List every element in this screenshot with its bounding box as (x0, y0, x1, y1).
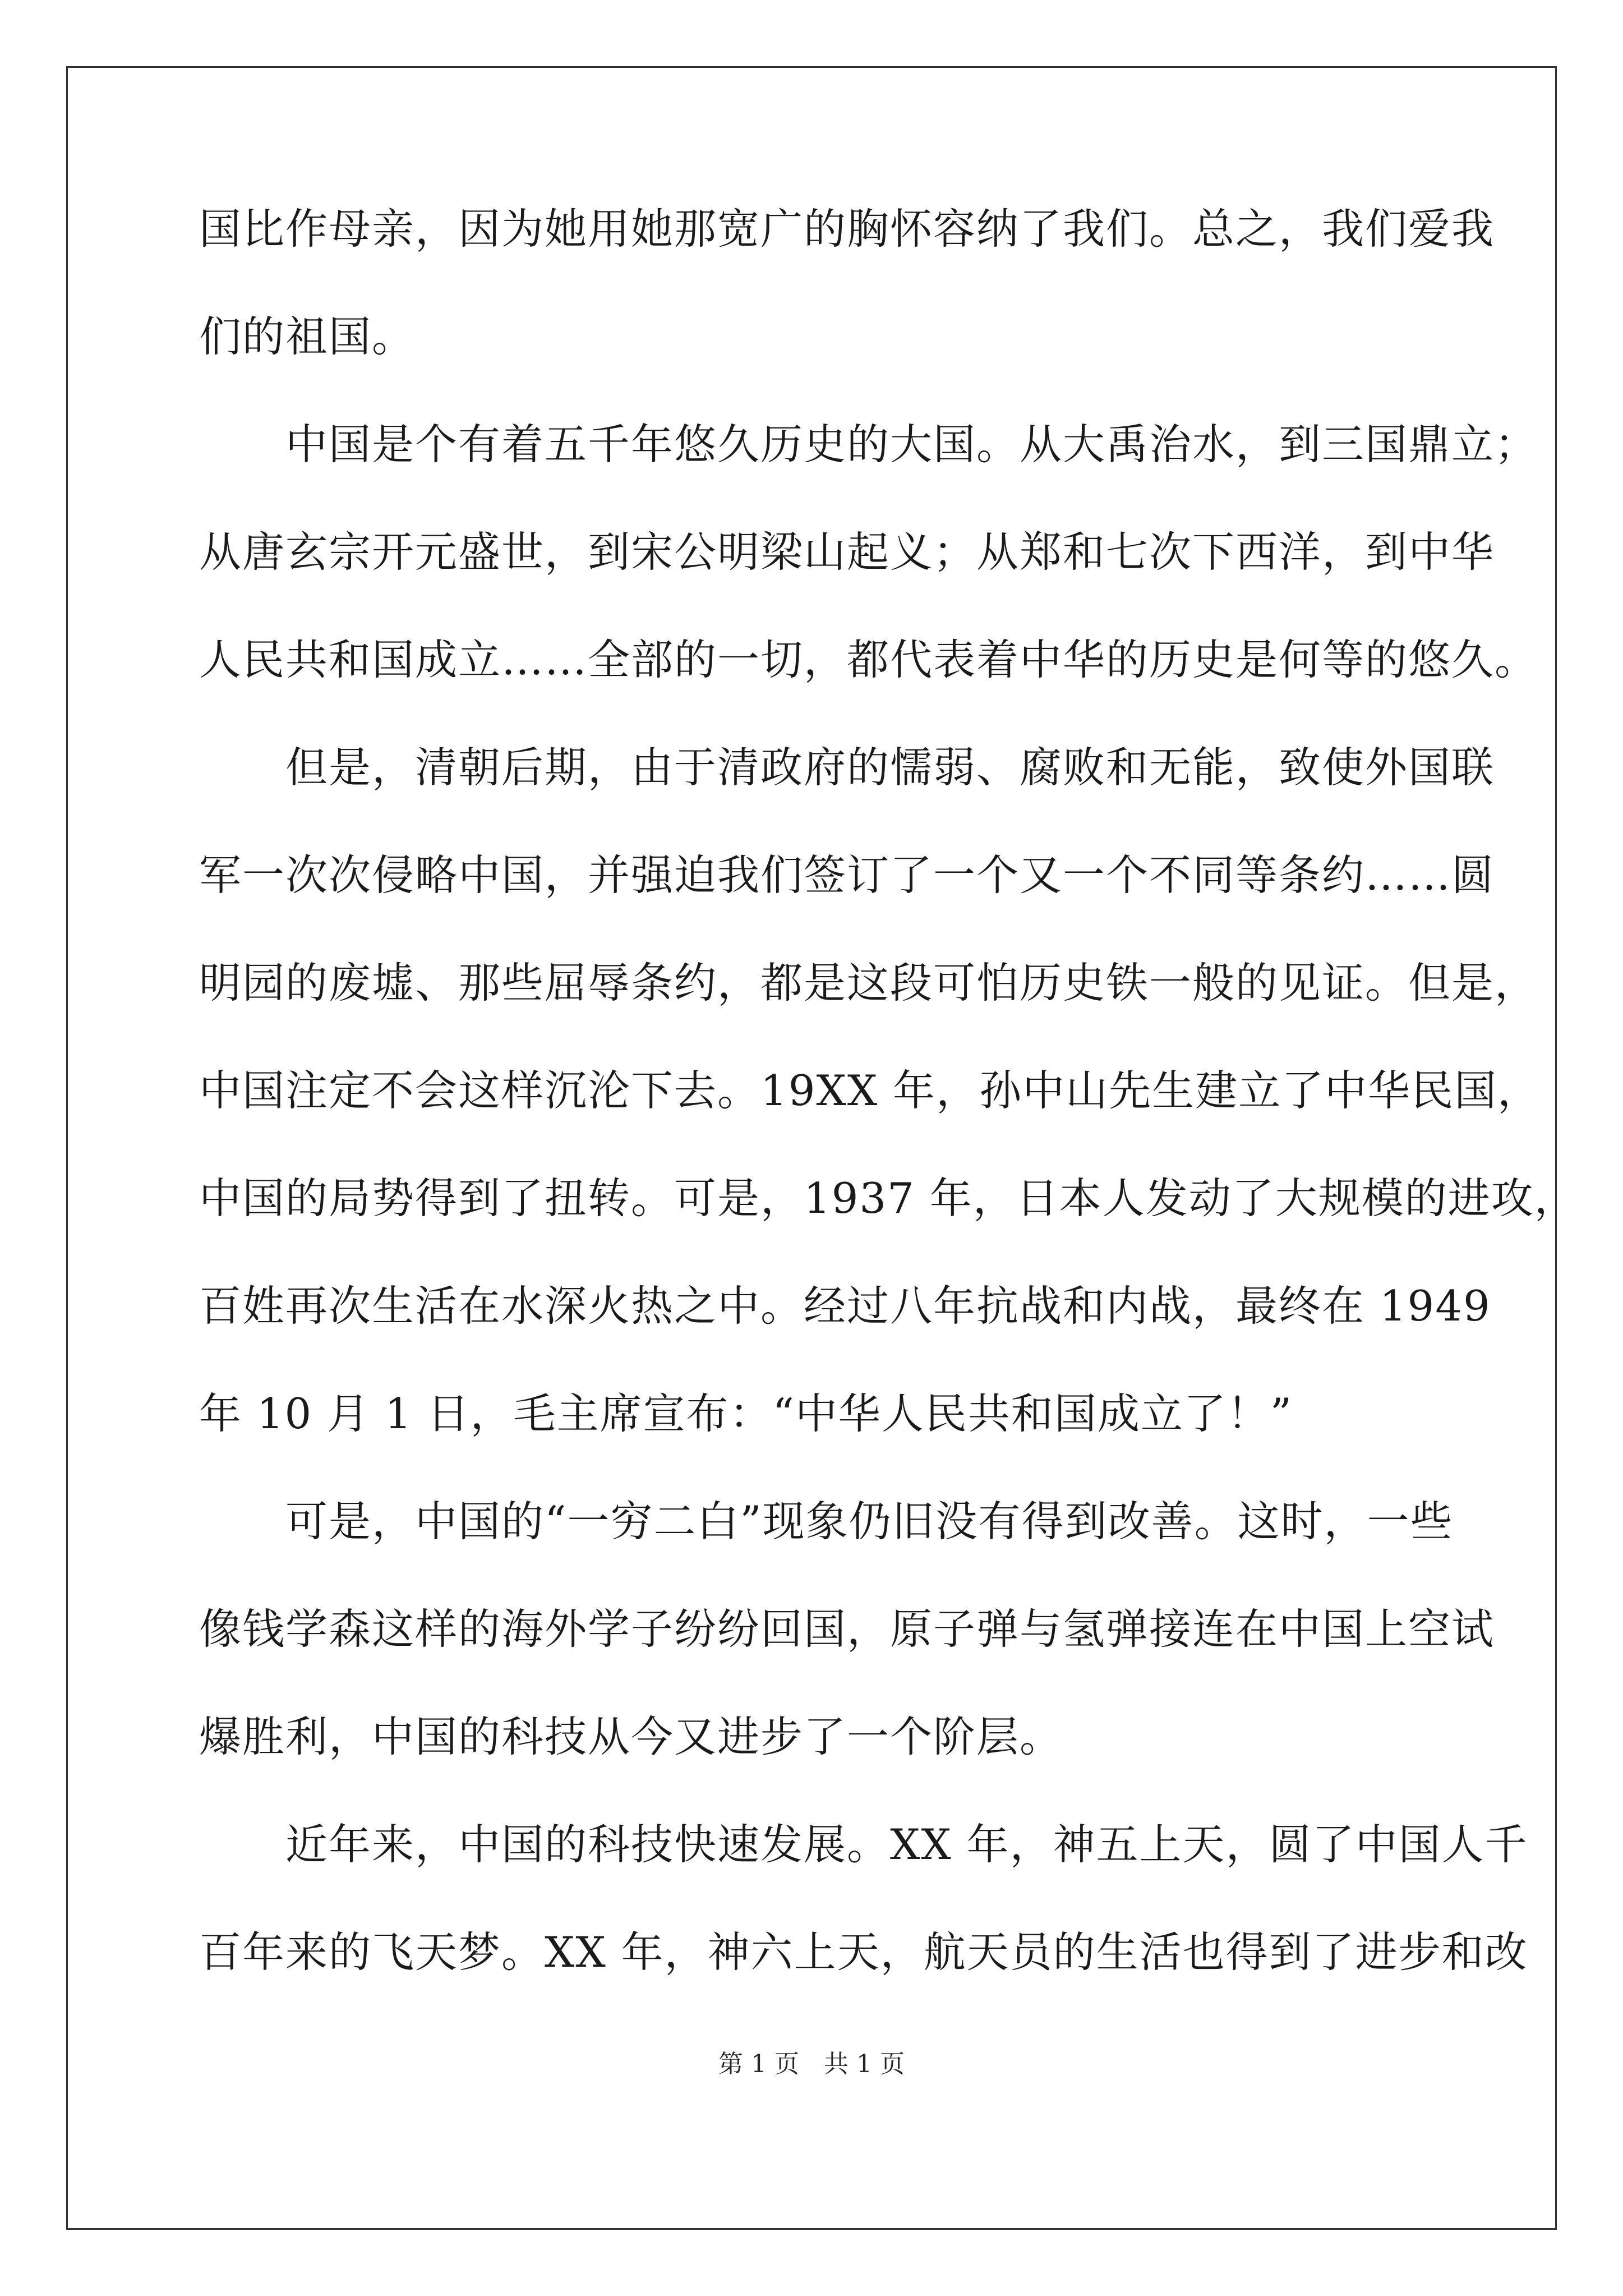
text-line: 从唐玄宗开元盛世，到宋公明梁山起义；从郑和七次下西洋，到中华 (199, 527, 1495, 577)
text-line: 明园的废墟、那些屈辱条约，都是这段可怕历史铁一般的见证。但是， (199, 958, 1538, 1007)
page-number-footer: 第 1 页 共 1 页 (718, 2050, 905, 2078)
text-line: 百年来的飞天梦。XX 年，神六上天，航天员的生活也得到了进步和改 (199, 1927, 1528, 1977)
text-line: 中国的局势得到了扭转。可是，1937 年，日本人发动了大规模的进攻， (199, 1174, 1578, 1223)
text-line: 军一次次侵略中国，并强迫我们签订了一个又一个不同等条约……圆 (199, 850, 1495, 900)
page-border (66, 66, 1557, 2230)
text-line: 中国是个有着五千年悠久历史的大国。从大禹治水，到三国鼎立； (199, 420, 1538, 469)
text-line: 近年来，中国的科技快速发展。XX 年，神五上天，圆了中国人千 (199, 1820, 1528, 1869)
text-line: 百姓再次生活在水深火热之中。经过八年抗战和内战，最终在 1949 (199, 1281, 1491, 1331)
text-line: 中国注定不会这样沉沦下去。19XX 年，孙中山先生建立了中华民国， (199, 1066, 1541, 1115)
text-line: 爆胜利，中国的科技从今又进步了一个阶层。 (199, 1712, 1063, 1761)
text-line: 年 10 月 1 日，毛主席宣布：“中华人民共和国成立了！” (199, 1389, 1293, 1438)
text-line: 像钱学森这样的海外学子纷纷回国，原子弹与氢弹接连在中国上空试 (199, 1604, 1495, 1654)
text-line: 们的祖国。 (199, 312, 416, 361)
text-line: 人民共和国成立……全部的一切，都代表着中华的历史是何等的悠久。 (199, 635, 1538, 684)
text-line: 可是，中国的“一穷二白”现象仍旧没有得到改善。这时，一些 (199, 1497, 1454, 1546)
text-line: 但是，清朝后期，由于清政府的懦弱、腐败和无能，致使外国联 (199, 743, 1495, 792)
text-line: 国比作母亲，因为她用她那宽广的胸怀容纳了我们。总之，我们爱我 (199, 204, 1495, 254)
